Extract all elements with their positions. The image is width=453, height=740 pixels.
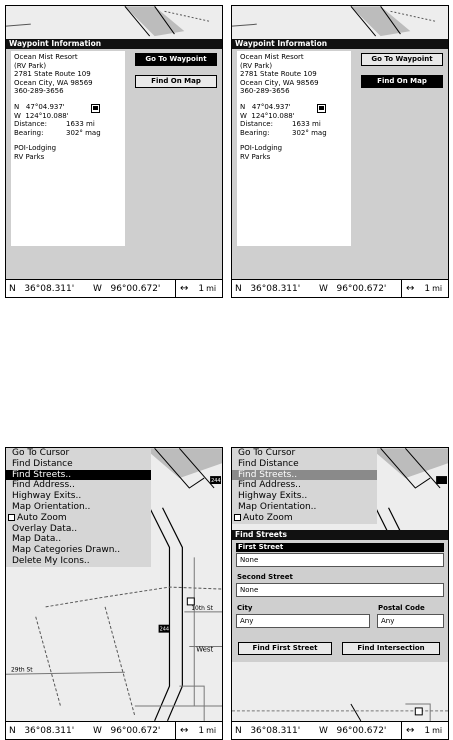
menu-item-delete-icons[interactable]: Delete My Icons..	[12, 555, 90, 566]
scale-value: 1	[424, 283, 431, 294]
menu-item-find-streets[interactable]: Find Streets..	[6, 470, 151, 481]
status-latitude: N 36°08.311'	[235, 725, 301, 736]
dialog-title: Waypoint Information	[232, 39, 448, 49]
waypoint-panel	[232, 49, 448, 279]
menu-item-auto-zoom-label: Auto Zoom	[243, 512, 293, 523]
status-latitude: N 36°08.311'	[9, 725, 75, 736]
first-street-field[interactable]: None	[236, 553, 444, 567]
postal-code-field[interactable]: Any	[377, 614, 444, 628]
status-latitude: N 36°08.311'	[9, 283, 75, 294]
screen-find-streets	[231, 447, 449, 740]
menu-item-map-categories[interactable]: Map Categories Drawn..	[12, 545, 121, 556]
dialog-title: Find Streets	[232, 530, 448, 540]
distance-value: 1633 mi	[66, 120, 95, 129]
rv-park-icon	[91, 104, 100, 113]
menu-item-find-distance[interactable]: Find Distance	[12, 458, 73, 469]
find-on-map-button[interactable]: Find On Map	[135, 75, 217, 88]
find-on-map-button[interactable]: Find On Map	[361, 75, 443, 88]
street-label-10th: 10th St	[191, 604, 213, 612]
waypoint-details	[237, 51, 351, 246]
status-longitude: W 96°00.672'	[319, 725, 387, 736]
first-street-label: First Street	[236, 543, 444, 552]
find-first-street-button[interactable]: Find First Street	[238, 642, 332, 655]
map-context-menu	[6, 448, 151, 567]
find-streets-dialog	[232, 530, 448, 662]
route-shield-top: 244	[211, 478, 221, 485]
waypoint-type: (RV Park)	[14, 61, 47, 70]
waypoint-lon: W 124°10.088'	[14, 111, 69, 120]
bearing-label: Bearing:	[240, 128, 270, 137]
status-longitude: W 96°00.672'	[93, 725, 161, 736]
status-latitude: N 36°08.311'	[235, 283, 301, 294]
second-street-label: Second Street	[237, 573, 293, 581]
checkbox-icon[interactable]	[8, 514, 15, 521]
waypoint-lat: N 47°04.937'	[240, 102, 291, 111]
status-bar	[232, 721, 448, 739]
scale-unit: mi	[206, 725, 217, 735]
go-to-waypoint-button[interactable]: Go To Waypoint	[361, 53, 443, 66]
menu-item-find-distance[interactable]: Find Distance	[238, 458, 299, 469]
map-context-menu	[232, 448, 377, 524]
waypoint-details	[11, 51, 125, 246]
status-longitude: W 96°00.672'	[93, 283, 161, 294]
waypoint-category: POI-Lodging	[240, 144, 283, 153]
menu-item-map-orientation[interactable]: Map Orientation..	[238, 501, 317, 512]
range-arrow-icon: ↔	[180, 282, 189, 294]
waypoint-name: Ocean Mist Resort	[240, 53, 304, 61]
menu-item-go-to-cursor[interactable]: Go To Cursor	[12, 448, 70, 458]
second-street-field[interactable]: None	[236, 583, 444, 597]
menu-item-auto-zoom[interactable]	[232, 513, 377, 524]
menu-item-find-address[interactable]: Find Address..	[238, 480, 301, 491]
bearing-label: Bearing:	[14, 128, 44, 137]
range-arrow-icon: ↔	[180, 724, 189, 736]
waypoint-phone: 360-289-3656	[14, 87, 64, 96]
waypoint-phone: 360-289-3656	[240, 87, 290, 96]
poi-icon	[187, 598, 194, 605]
find-intersection-button[interactable]: Find Intersection	[342, 642, 440, 655]
map-label-west: West	[196, 645, 214, 654]
scale-unit: mi	[432, 725, 443, 735]
screen-waypoint-info-2	[231, 5, 449, 298]
waypoint-type: (RV Park)	[240, 61, 273, 70]
scale-value: 1	[424, 725, 431, 736]
city-label: City	[237, 604, 253, 612]
poi-icon	[415, 708, 422, 715]
status-bar	[6, 721, 222, 739]
waypoint-subcategory: RV Parks	[240, 152, 271, 161]
waypoint-city: Ocean City, WA 98569	[14, 78, 93, 87]
distance-label: Distance:	[240, 120, 273, 129]
waypoint-address: 2781 State Route 109	[14, 70, 91, 79]
waypoint-subcategory: RV Parks	[14, 152, 45, 161]
menu-item-find-streets[interactable]: Find Streets..	[232, 470, 377, 481]
status-longitude: W 96°00.672'	[319, 283, 387, 294]
route-number: 244	[159, 626, 170, 633]
menu-item-auto-zoom[interactable]	[6, 513, 151, 524]
status-bar	[6, 279, 222, 297]
scale-unit: mi	[206, 283, 217, 293]
waypoint-category: POI-Lodging	[14, 144, 57, 153]
scale-value: 1	[198, 283, 205, 294]
screen-waypoint-info-1	[5, 5, 223, 298]
rv-park-icon	[317, 104, 326, 113]
menu-item-overlay-data[interactable]: Overlay Data..	[12, 523, 78, 534]
street-label-29th: 29th St	[10, 666, 33, 674]
scale-unit: mi	[432, 283, 443, 293]
checkbox-icon[interactable]	[234, 514, 241, 521]
bearing-value: 302° mag	[292, 128, 327, 137]
waypoint-panel	[6, 49, 222, 279]
menu-item-map-data[interactable]: Map Data..	[12, 534, 62, 545]
distance-label: Distance:	[14, 120, 47, 129]
screen-map-menu	[5, 447, 223, 740]
menu-item-map-orientation[interactable]: Map Orientation..	[12, 501, 91, 512]
menu-item-find-address[interactable]: Find Address..	[12, 480, 75, 491]
waypoint-lat: N 47°04.937'	[14, 102, 65, 111]
waypoint-name: Ocean Mist Resort	[14, 53, 78, 61]
waypoint-city: Ocean City, WA 98569	[240, 78, 319, 87]
scale-value: 1	[198, 725, 205, 736]
go-to-waypoint-button[interactable]: Go To Waypoint	[135, 53, 217, 66]
waypoint-address: 2781 State Route 109	[240, 70, 317, 79]
postal-code-label: Postal Code	[378, 604, 425, 612]
range-arrow-icon: ↔	[406, 724, 415, 736]
range-arrow-icon: ↔	[406, 282, 415, 294]
waypoint-lon: W 124°10.088'	[240, 111, 295, 120]
menu-item-highway-exits[interactable]: Highway Exits..	[12, 491, 82, 502]
distance-value: 1633 mi	[292, 120, 321, 129]
menu-item-auto-zoom-label: Auto Zoom	[17, 512, 67, 523]
city-field[interactable]: Any	[236, 614, 370, 628]
dialog-title: Waypoint Information	[6, 39, 222, 49]
menu-item-highway-exits[interactable]: Highway Exits..	[238, 491, 308, 502]
bearing-value: 302° mag	[66, 128, 101, 137]
status-bar	[232, 279, 448, 297]
menu-item-go-to-cursor[interactable]: Go To Cursor	[238, 448, 296, 458]
